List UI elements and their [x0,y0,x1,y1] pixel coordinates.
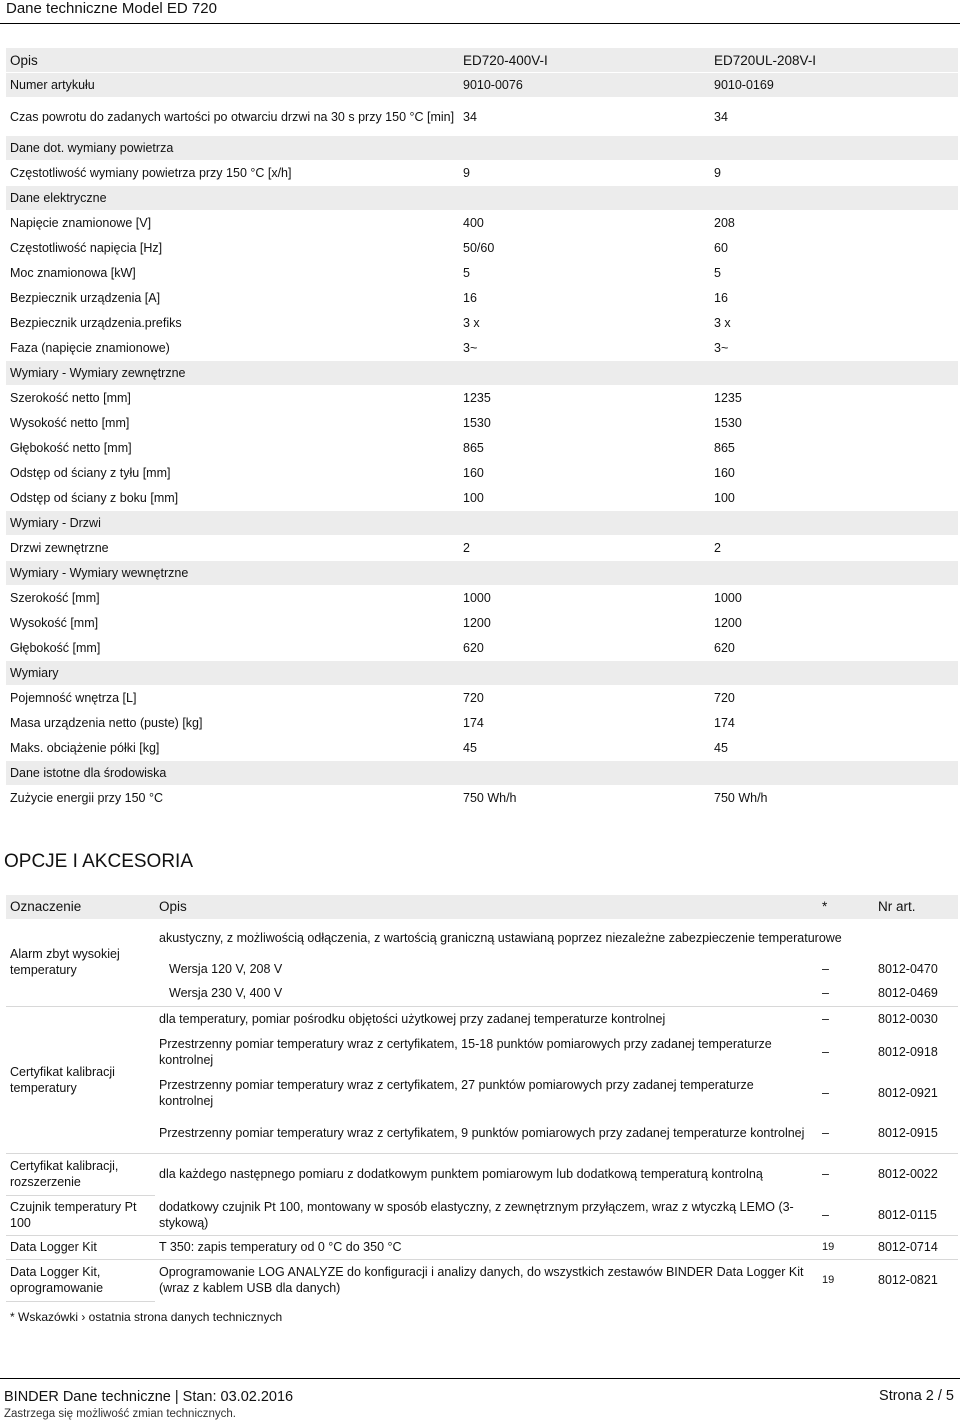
spec-row [6,98,958,136]
acc-row [6,1195,958,1235]
spec-label: Napięcie znamionowe [V] [6,211,459,236]
spec-value-1 [459,136,710,161]
spec-label: Dane istotne dla środowiska [6,761,459,786]
spec-row [6,286,958,311]
acc-desc: dodatkowy czujnik Pt 100, montowany w sposób elastyczny, z zewnętrznym przyłączem, wraz z wtyczką LEMO (3-stykową) [159,1199,794,1230]
section-title: OPCJE I AKCESORIA [4,851,193,872]
spec-value-2: 2 [710,536,958,561]
group-label: Data Logger Kit, oprogramowanie [6,1259,155,1301]
spec-value-2: 60 [710,236,958,261]
spec-label: Wysokość netto [mm] [6,411,459,436]
spec-value-1: 3 x [459,311,710,336]
acc-desc: Przestrzenny pomiar temperatury wraz z certyfikatem, 27 punktów pomiarowych przy zadanej temperaturze kontrolnej [159,1077,754,1108]
spec-section-row [6,136,958,161]
spec-row [6,636,958,661]
footer-label: BINDER Dane techniczne | Stan: 03.02.2016 [4,1389,294,1405]
spec-value-1: 620 [459,636,710,661]
spec-value-2: 16 [710,286,958,311]
spec-row [6,536,958,561]
spec-value-2: 45 [710,736,958,761]
acc-star: – [822,1044,829,1059]
acc-desc: akustyczny, z możliwością odłączenia, z wartością graniczną ustawianą poprzez niezależne zabezpieczenie temperaturowe [159,931,842,945]
spec-row [6,261,958,286]
acc-nr: 8012-0714 [872,1235,958,1259]
group-label: Certyfikat kalibracji temperatury [6,1006,155,1153]
group-label: Czujnik temperatury Pt 100 [6,1195,155,1235]
spec-value-1: 5 [459,261,710,286]
spec-value-1: 16 [459,286,710,311]
spec-value-2: ED720UL-208V-I [710,48,958,73]
acc-row [6,919,958,957]
spec-value-2: 9 [710,161,958,186]
footer-note: Zastrzega się możliwość zmian technicznych. [4,1408,236,1420]
spec-value-2 [710,136,958,161]
spec-section-row [6,661,958,686]
acc-nr: 8012-0821 [872,1259,958,1301]
spec-value-2: 5 [710,261,958,286]
spec-value-2: 100 [710,486,958,511]
acc-desc: Przestrzenny pomiar temperatury wraz z certyfikatem, 15-18 punktów pomiarowych przy zadanej temperaturze kontrolnej [159,1036,772,1067]
spec-value-1: 9010-0076 [459,73,710,98]
spec-value-1: ED720-400V-I [459,48,710,73]
spec-row [6,461,958,486]
spec-value-2: 720 [710,686,958,711]
spec-section-row [6,73,958,98]
spec-row [6,236,958,261]
spec-label: Odstęp od ściany z tyłu [mm] [6,461,459,486]
spec-value-1: 720 [459,686,710,711]
acc-nr: 8012-0469 [878,986,938,1001]
acc-star: – [822,986,829,1001]
spec-value-2 [710,661,958,686]
acc-nr: 8012-0115 [878,1207,937,1222]
spec-value-2 [710,511,958,536]
spec-label: Maks. obciążenie półki [kg] [6,736,459,761]
spec-label: Głębokość netto [mm] [6,436,459,461]
acc-nr: 8012-0921 [878,1085,938,1100]
spec-label: Odstęp od ściany z boku [mm] [6,486,459,511]
acc-star: – [822,1207,829,1222]
spec-value-2: 1235 [710,386,958,411]
spec-row [6,336,958,361]
spec-value-2: 9010-0169 [710,73,958,98]
spec-row [6,411,958,436]
spec-label: Szerokość netto [mm] [6,386,459,411]
spec-section-row [6,761,958,786]
acc-row [6,1006,958,1031]
spec-value-1: 3~ [459,336,710,361]
spec-value-2: 620 [710,636,958,661]
acc-nr: 8012-0915 [878,1125,938,1140]
header-divider [0,23,960,24]
col-code-header: Oznaczenie [6,895,155,919]
spec-value-1: 34 [459,98,710,136]
spec-value-2 [710,361,958,386]
spec-value-1: 50/60 [459,236,710,261]
spec-section-row [6,511,958,536]
spec-table [6,48,958,811]
acc-star: – [822,1085,829,1100]
acc-nr: 8012-0470 [878,962,938,976]
spec-label: Wymiary - Wymiary zewnętrzne [6,361,459,386]
accessories-header-row [6,895,958,919]
spec-label: Zużycie energii przy 150 °C [6,786,459,811]
spec-value-2: 3~ [710,336,958,361]
spec-label: Opis [6,48,459,73]
spec-value-2 [710,761,958,786]
page-title: Dane techniczne Model ED 720 [6,0,217,17]
spec-label: Częstotliwość napięcia [Hz] [6,236,459,261]
spec-label: Bezpiecznik urządzenia.prefiks [6,311,459,336]
spec-label: Dane elektryczne [6,186,459,211]
spec-value-1: 750 Wh/h [459,786,710,811]
acc-row [6,1153,958,1195]
spec-label: Masa urządzenia netto (puste) [kg] [6,711,459,736]
col-star-header: * [810,895,872,919]
spec-value-1: 400 [459,211,710,236]
spec-label: Wymiary - Drzwi [6,511,459,536]
spec-row [6,436,958,461]
spec-value-1: 865 [459,436,710,461]
spec-value-1 [459,761,710,786]
spec-section-row [6,561,958,586]
spec-value-1 [459,361,710,386]
acc-row [6,1235,958,1259]
footer-divider [0,1378,960,1379]
spec-value-2 [710,186,958,211]
spec-label: Numer artykułu [6,73,459,98]
spec-value-2: 1000 [710,586,958,611]
acc-desc: Przestrzenny pomiar temperatury wraz z certyfikatem, 9 punktów pomiarowych przy zadanej temperaturze kontrolnej [159,1125,805,1140]
group-label: Alarm zbyt wysokiej temperatury [6,919,155,1006]
spec-label: Faza (napięcie znamionowe) [6,336,459,361]
col-nr-header: Nr art. [872,895,958,919]
spec-value-2: 865 [710,436,958,461]
spec-section-row [6,361,958,386]
spec-value-1 [459,661,710,686]
spec-row [6,386,958,411]
acc-desc: Wersja 120 V, 208 V [169,962,283,976]
acc-desc: Oprogramowanie LOG ANALYZE do konfiguracji i analizy danych, do wszystkich zestawów BINDER Data Logger Kit (wraz z kablem USB dla danych) [155,1259,810,1301]
spec-value-2: 750 Wh/h [710,786,958,811]
spec-value-2: 208 [710,211,958,236]
acc-desc: dla każdego następnego pomiaru z dodatkowym punktem pomiarowym lub dodatkową temperaturą kontrolną [155,1153,810,1195]
acc-nr: 8012-0022 [872,1153,958,1195]
spec-value-2: 160 [710,461,958,486]
spec-header-row [6,48,958,73]
spec-label: Bezpiecznik urządzenia [A] [6,286,459,311]
group-label: Certyfikat kalibracji, rozszerzenie [6,1153,155,1195]
spec-value-1 [459,186,710,211]
spec-row [6,711,958,736]
acc-desc: T 350: zapis temperatury od 0 °C do 350 °C [155,1235,810,1259]
spec-value-1: 1000 [459,586,710,611]
spec-value-2: 3 x [710,311,958,336]
spec-label: Moc znamionowa [kW] [6,261,459,286]
spec-label: Drzwi zewnętrzne [6,536,459,561]
spec-row [6,161,958,186]
spec-row [6,736,958,761]
spec-label: Wysokość [mm] [6,611,459,636]
spec-value-1: 174 [459,711,710,736]
accessories-table [6,895,958,1302]
acc-star: – [810,1153,872,1195]
spec-row [6,211,958,236]
col-desc-header: Opis [155,895,810,919]
spec-label: Głębokość [mm] [6,636,459,661]
spec-label: Wymiary - Wymiary wewnętrzne [6,561,459,586]
acc-star: 19 [810,1259,872,1301]
spec-label: Pojemność wnętrza [L] [6,686,459,711]
spec-value-2: 1200 [710,611,958,636]
spec-section-row [6,186,958,211]
spec-row [6,586,958,611]
spec-value-2: 1530 [710,411,958,436]
acc-desc: Wersja 230 V, 400 V [169,986,283,1001]
acc-star: 19 [810,1235,872,1259]
spec-value-1: 1200 [459,611,710,636]
spec-label: Wymiary [6,661,459,686]
spec-row [6,611,958,636]
spec-value-1 [459,511,710,536]
spec-value-1: 160 [459,461,710,486]
spec-value-1: 1235 [459,386,710,411]
spec-value-1: 2 [459,536,710,561]
spec-value-1: 1530 [459,411,710,436]
spec-label: Częstotliwość wymiany powietrza przy 150 °C [x/h] [6,161,459,186]
acc-desc: dla temperatury, pomiar pośrodku objętości użytkowej przy zadanej temperaturze kontrolnej [155,1006,810,1031]
acc-star: – [810,1006,872,1031]
acc-row [6,1259,958,1301]
spec-value-2: 174 [710,711,958,736]
spec-label: Dane dot. wymiany powietrza [6,136,459,161]
spec-row [6,486,958,511]
acc-nr: 8012-0918 [878,1044,938,1059]
spec-label: Czas powrotu do zadanych wartości po otwarciu drzwi na 30 s przy 150 °C [min] [6,98,459,136]
spec-value-1: 100 [459,486,710,511]
footnote: * Wskazówki › ostatnia strona danych technicznych [10,1310,283,1324]
page-number: Strona 2 / 5 [879,1388,954,1404]
acc-nr: 8012-0030 [872,1006,958,1031]
acc-star: – [822,1125,829,1140]
spec-label: Szerokość [mm] [6,586,459,611]
spec-row [6,311,958,336]
spec-value-2 [710,561,958,586]
group-label: Data Logger Kit [6,1235,155,1259]
spec-row [6,786,958,811]
acc-star: – [822,962,829,976]
spec-row [6,686,958,711]
spec-value-1 [459,561,710,586]
spec-value-1: 9 [459,161,710,186]
spec-value-1: 45 [459,736,710,761]
spec-value-2: 34 [710,98,958,136]
